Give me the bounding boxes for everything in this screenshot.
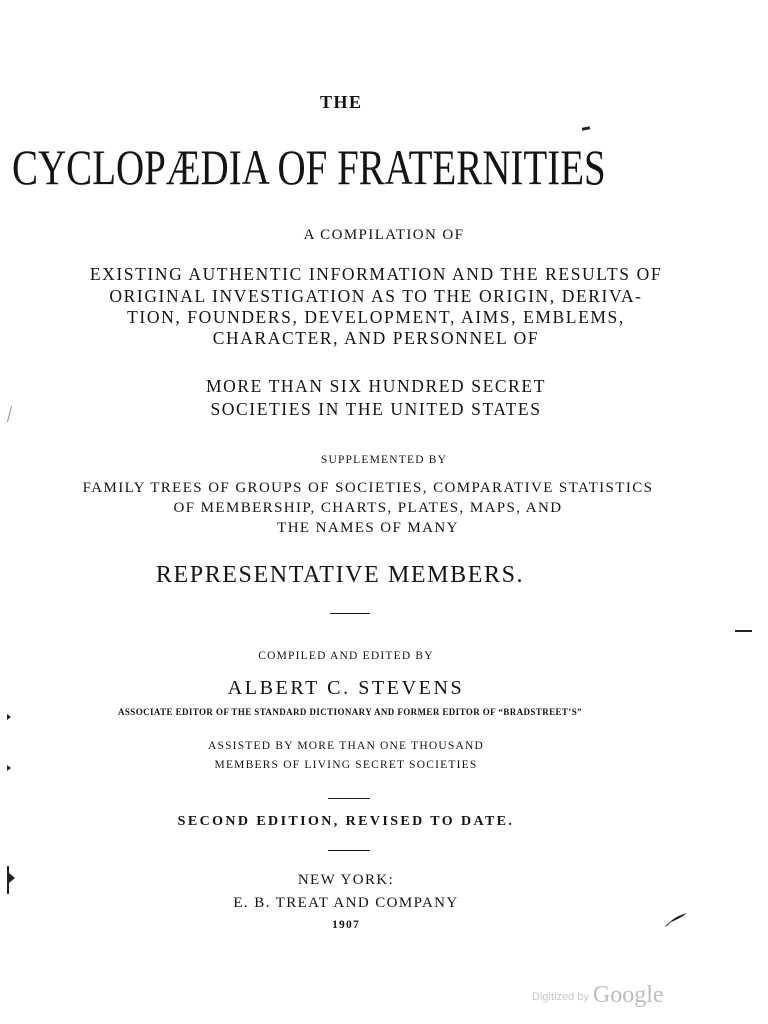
margin-mark	[7, 714, 11, 720]
description-line-2: ORIGINAL INVESTIGATION AS TO THE ORIGIN, DERIVA-	[109, 286, 643, 306]
compilation-intro: A COMPILATION OF	[303, 227, 465, 243]
digitization-watermark	[532, 982, 664, 1009]
societies-line-2: SOCIETIES IN THE UNITED STATES	[210, 399, 542, 419]
title-article: THE	[320, 92, 363, 112]
supplement-line-3: THE NAMES OF MANY	[277, 520, 459, 536]
divider-3	[328, 850, 370, 851]
divider-2	[328, 798, 370, 799]
watermark-prefix: Digitized by	[532, 991, 589, 1003]
publisher: E. B. TREAT AND COMPANY	[233, 895, 459, 911]
societies-line-1: MORE THAN SIX HUNDRED SECRET	[205, 376, 547, 396]
description-line-1: EXISTING AUTHENTIC INFORMATION AND THE RESULTS OF	[89, 264, 663, 284]
representative-members: REPRESENTATIVE MEMBERS.	[155, 562, 525, 588]
margin-mark	[7, 765, 11, 771]
description-line-3: TION, FOUNDERS, DEVELOPMENT, AIMS, EMBLEMS,	[127, 307, 625, 327]
margin-mark	[9, 873, 15, 883]
supplement-line-2: OF MEMBERSHIP, CHARTS, PLATES, MAPS, AND	[173, 500, 563, 516]
assisted-line-1: ASSISTED BY MORE THAN ONE THOUSAND	[207, 740, 485, 752]
author-credentials: ASSOCIATE EDITOR OF THE STANDARD DICTIONARY AND FORMER EDITOR OF “BRADSTREET’S”	[117, 707, 583, 717]
assisted-line-2: MEMBERS OF LIVING SECRET SOCIETIES	[214, 759, 478, 771]
book-title-text: CYCLOPÆDIA OF FRATERNITIES	[12, 139, 606, 195]
publication-year: 1907	[332, 919, 360, 931]
description-line-4: CHARACTER, AND PERSONNEL OF	[212, 328, 540, 348]
edition-statement: SECOND EDITION, REVISED TO DATE.	[177, 814, 515, 829]
publication-place: NEW YORK:	[297, 872, 395, 888]
compiled-by: COMPILED AND EDITED BY	[258, 650, 434, 662]
book-title	[12, 139, 682, 195]
scan-speck	[582, 126, 590, 131]
supplemented-by: SUPPLEMENTED BY	[320, 454, 448, 466]
margin-mark	[735, 630, 752, 632]
supplement-line-1: FAMILY TREES OF GROUPS OF SOCIETIES, COMPARATIVE STATISTICS	[82, 480, 654, 496]
feather-mark-icon	[664, 912, 688, 928]
author-name: ALBERT C. STEVENS	[227, 677, 465, 699]
google-logo: Google	[592, 982, 664, 1008]
divider-1	[330, 613, 370, 614]
